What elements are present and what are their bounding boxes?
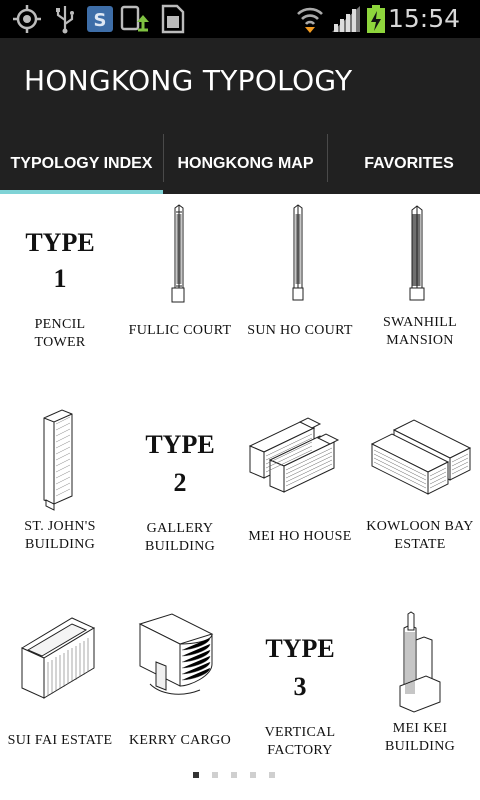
- type-heading: TYPE: [265, 634, 335, 663]
- type-card-3[interactable]: [240, 604, 360, 800]
- page-dot[interactable]: [193, 772, 199, 778]
- clock: 15:54: [387, 4, 460, 33]
- tab-bar: [0, 134, 480, 194]
- tab-label: HONGKONG MAP: [177, 155, 314, 172]
- status-bar: [0, 0, 480, 38]
- page-dot[interactable]: [212, 772, 218, 778]
- page-dot[interactable]: [269, 772, 275, 778]
- signal-icon: [330, 4, 362, 34]
- building-label: SWANHILL MANSION: [383, 315, 457, 348]
- building-card-mei-ho-house[interactable]: [240, 400, 360, 600]
- building-label: ST. JOHN'S BUILDING: [24, 519, 96, 552]
- type-number: 1: [53, 264, 67, 293]
- page-dot[interactable]: [250, 772, 256, 778]
- type-card-1[interactable]: [0, 196, 120, 396]
- sd-card-icon: [158, 4, 186, 34]
- wifi-icon: [296, 4, 324, 34]
- stepped-tower-icon: [360, 604, 480, 719]
- type-heading: TYPE: [25, 228, 95, 257]
- usb-icon: [52, 4, 78, 34]
- tab-typology-index[interactable]: [0, 134, 163, 194]
- page-dot[interactable]: [231, 772, 237, 778]
- slab-building-icon: [0, 400, 120, 515]
- building-card-kowloon-bay-estate[interactable]: [360, 400, 480, 600]
- type-label: VERTICAL FACTORY: [264, 725, 336, 758]
- building-card-swanhill-mansion[interactable]: [360, 196, 480, 396]
- pencil-tower-icon: [240, 196, 360, 311]
- selected-tab-indicator: [0, 190, 163, 194]
- building-label: FULLIC COURT: [128, 323, 232, 338]
- tab-hongkong-map[interactable]: [164, 134, 327, 194]
- building-card-mei-kei-building[interactable]: [360, 604, 480, 800]
- building-label: KERRY CARGO: [129, 733, 231, 748]
- type-number: 2: [173, 468, 187, 497]
- courtyard-estate-icon: [0, 604, 120, 719]
- skype-icon: [86, 4, 114, 34]
- type-number: 3: [293, 672, 307, 701]
- type-card-2[interactable]: [120, 400, 240, 600]
- svg-text:S: S: [93, 10, 107, 31]
- pencil-tower-icon: [120, 196, 240, 311]
- transfer-icon: [120, 4, 152, 34]
- building-label: KOWLOON BAY ESTATE: [366, 519, 474, 552]
- tab-label: FAVORITES: [364, 155, 454, 172]
- building-label: SUN HO COURT: [247, 323, 353, 338]
- building-label: MEI KEI BUILDING: [384, 721, 456, 754]
- gps-icon: [12, 4, 42, 34]
- h-block-estate-icon: [240, 400, 360, 515]
- tab-label: TYPOLOGY INDEX: [10, 155, 153, 172]
- type-heading: TYPE: [145, 430, 215, 459]
- building-label: MEI HO HOUSE: [248, 529, 352, 544]
- type-label: GALLERY BUILDING: [144, 521, 216, 554]
- app-title: HONGKONG TYPOLOGY: [24, 64, 353, 97]
- building-card-sui-fai-estate[interactable]: [0, 604, 120, 800]
- type-label: PENCIL TOWER: [34, 317, 86, 350]
- action-bar: [0, 38, 480, 134]
- building-card-fullic-court[interactable]: [120, 196, 240, 396]
- building-card-sun-ho-court[interactable]: [240, 196, 360, 396]
- building-label: SUI FAI ESTATE: [7, 733, 113, 748]
- building-card-kerry-cargo[interactable]: [120, 604, 240, 800]
- tab-favorites[interactable]: [328, 134, 480, 194]
- building-card-st-johns-building[interactable]: [0, 400, 120, 600]
- pencil-tower-icon: [360, 196, 480, 311]
- twin-slab-estate-icon: [360, 400, 480, 515]
- battery-charging-icon: [366, 4, 386, 34]
- ramp-factory-icon: [120, 604, 240, 719]
